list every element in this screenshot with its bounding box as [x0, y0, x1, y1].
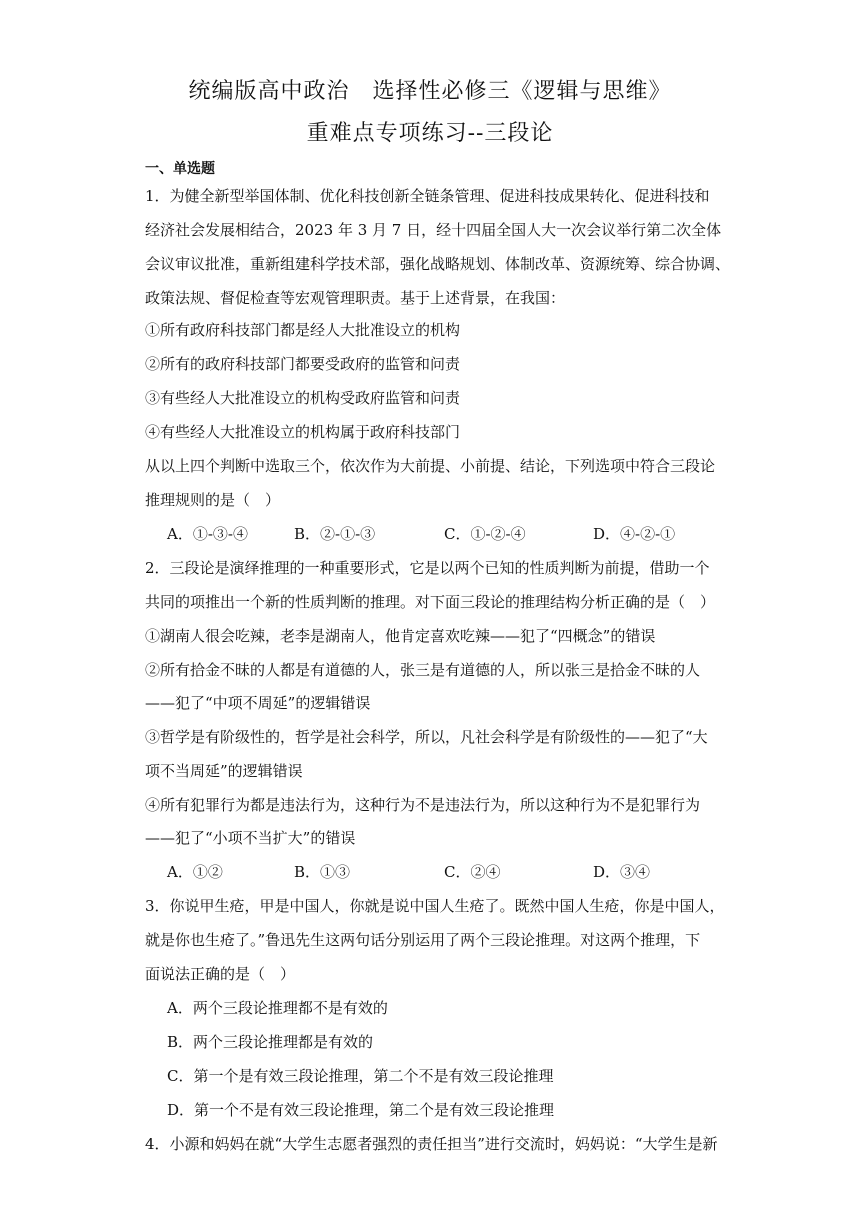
- statement-4: ④所有犯罪行为都是违法行为，这种行为不是违法行为，所以这种行为不是犯罪行为: [145, 796, 701, 814]
- question-text-line: 会议审议批准，重新组建科学技术部，强化战略规划、体制改革、资源统筹、综合协调、: [145, 255, 731, 273]
- question-text-line: 4．小源和妈妈在就“大学生志愿者强烈的责任担当”进行交流时，妈妈说：“大学生是新: [145, 1135, 718, 1153]
- question-text-line: 政策法规、督促检查等宏观管理职责。基于上述背景，在我国：: [145, 289, 566, 307]
- question-text-line: 2．三段论是演绎推理的一种重要形式，它是以两个已知的性质判断为前提，借助一个: [145, 559, 710, 577]
- statement-2-cont: ——犯了“中项不周延”的逻辑错误: [145, 694, 371, 712]
- question-text-line: 1．为健全新型举国体制、优化科技创新全链条管理、促进科技成果转化、促进科技和: [145, 187, 710, 205]
- statement-1: ①所有政府科技部门都是经人大批准设立的机构: [145, 321, 461, 339]
- question-prompt: 推理规则的是（ ）: [145, 491, 281, 509]
- question-text-line: 就是你也生疮了。”鲁迅先生这两句话分别运用了两个三段论推理。对这两个推理，下: [145, 931, 701, 949]
- option-b[interactable]: B．两个三段论推理都是有效的: [167, 1033, 374, 1051]
- option-c[interactable]: C．①-②-④: [444, 525, 526, 543]
- question-text-line: 从以上四个判断中选取三个，依次作为大前提、小前提、结论，下列选项中符合三段论: [145, 457, 716, 475]
- statement-4: ④有些经人大批准设立的机构属于政府科技部门: [145, 423, 461, 441]
- question-text-line: 共同的项推出一个新的性质判断的推理。对下面三段论的推理结构分析正确的是（ ）: [145, 593, 716, 611]
- statement-3: ③哲学是有阶级性的，哲学是社会科学，所以，凡社会科学是有阶级性的——犯了“大: [145, 728, 708, 746]
- option-c[interactable]: C．第一个是有效三段论推理，第二个不是有效三段论推理: [167, 1067, 554, 1085]
- question-prompt: 面说法正确的是（ ）: [145, 965, 296, 983]
- option-d[interactable]: D．③④: [593, 863, 651, 881]
- option-c[interactable]: C．②④: [444, 863, 501, 881]
- statement-1: ①湖南人很会吃辣，老李是湖南人，他肯定喜欢吃辣——犯了“四概念”的错误: [145, 627, 656, 645]
- statement-3-cont: 项不当周延”的逻辑错误: [145, 762, 303, 780]
- option-a[interactable]: A．①②: [167, 863, 223, 881]
- option-b[interactable]: B．①③: [294, 863, 351, 881]
- statement-2: ②所有拾金不昧的人都是有道德的人，张三是有道德的人，所以张三是拾金不昧的人: [145, 661, 701, 679]
- option-b[interactable]: B．②-①-③: [294, 525, 376, 543]
- statement-2: ②所有的政府科技部门都要受政府的监管和问责: [145, 355, 461, 373]
- document-subtitle: 重难点专项练习--三段论: [306, 121, 554, 146]
- option-d[interactable]: D．第一个不是有效三段论推理，第二个是有效三段论推理: [167, 1101, 555, 1119]
- statement-4-cont: ——犯了“小项不当扩大”的错误: [145, 829, 356, 847]
- option-a[interactable]: A．①-③-④: [167, 525, 248, 543]
- option-a[interactable]: A．两个三段论推理都不是有效的: [167, 999, 388, 1017]
- document-title: 统编版高中政治 选择性必修三《逻辑与思维》: [188, 79, 672, 104]
- option-d[interactable]: D．④-②-①: [593, 525, 676, 543]
- question-text-line: 3．你说甲生疮，甲是中国人，你就是说中国人生疮了。既然中国人生疮，你是中国人，: [145, 897, 725, 915]
- statement-3: ③有些经人大批准设立的机构受政府监管和问责: [145, 389, 461, 407]
- question-text-line: 经济社会发展相结合，2023 年 3 月 7 日，经十四届全国人大一次会议举行第二次全体: [145, 221, 722, 239]
- section-heading: 一、单选题: [145, 161, 215, 177]
